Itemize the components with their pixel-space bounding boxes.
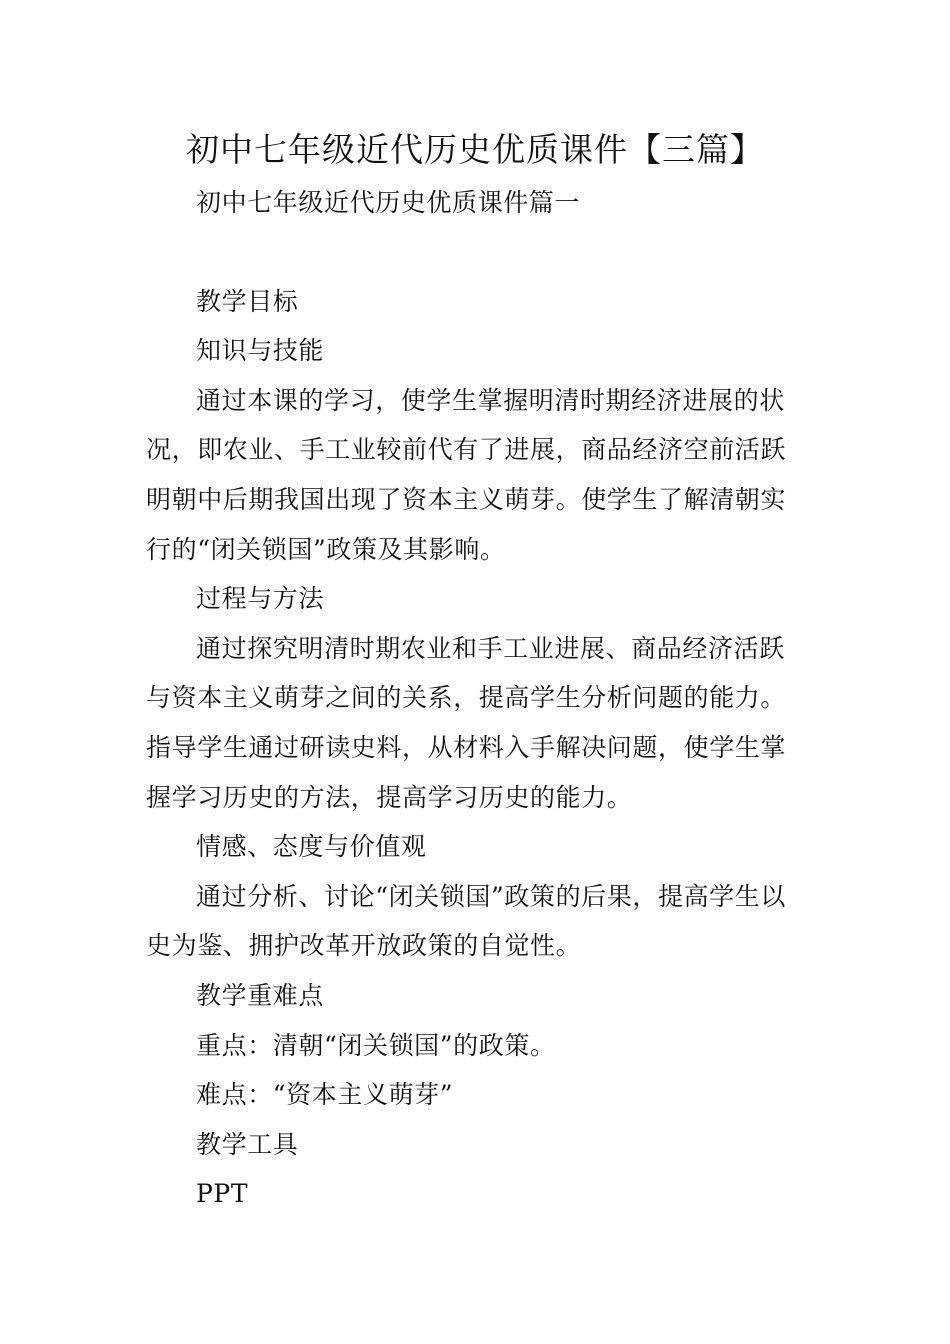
paragraph-process-methods: 通过探究明清时期农业和手工业进展、商品经济活跃与资本主义萌芽之间的关系，提高学生分析问题的能力。指导学生通过研读史料，从材料入手解决问题，使学生掌握学习历史的方法，提高学习历史的能力。 xyxy=(146,633,787,812)
key-point: 重点：清朝“闭关锁国”的政策。 xyxy=(196,1030,556,1060)
teaching-tool-ppt: PPT xyxy=(196,1179,249,1209)
difficult-point: 难点：“资本主义萌芽” xyxy=(196,1080,454,1110)
heading-teaching-tools: 教学工具 xyxy=(196,1129,299,1159)
heading-teaching-goals: 教学目标 xyxy=(196,286,299,316)
blank-line xyxy=(146,228,810,277)
heading-values: 情感、态度与价值观 xyxy=(196,832,427,862)
document-title: 初中七年级近代历史优质课件【三篇】 xyxy=(186,130,764,169)
heading-key-difficult-points: 教学重难点 xyxy=(196,980,325,1010)
section-subtitle: 初中七年级近代历史优质课件篇一 xyxy=(196,188,581,217)
heading-process-methods: 过程与方法 xyxy=(196,584,325,614)
paragraph-knowledge-skills: 通过本课的学习，使学生掌握明清时期经济进展的状况，即农业、手工业较前代有了进展，商品经济空前活跃明朝中后期我国出现了资本主义萌芽。使学生了解清朝实行的“闭关锁国”政策及其影响。 xyxy=(146,385,787,564)
document-body xyxy=(146,178,810,1219)
heading-knowledge-skills: 知识与技能 xyxy=(196,336,325,366)
paragraph-values: 通过分析、讨论“闭关锁国”政策的后果，提高学生以史为鉴、拥护改革开放政策的自觉性。 xyxy=(146,881,786,961)
